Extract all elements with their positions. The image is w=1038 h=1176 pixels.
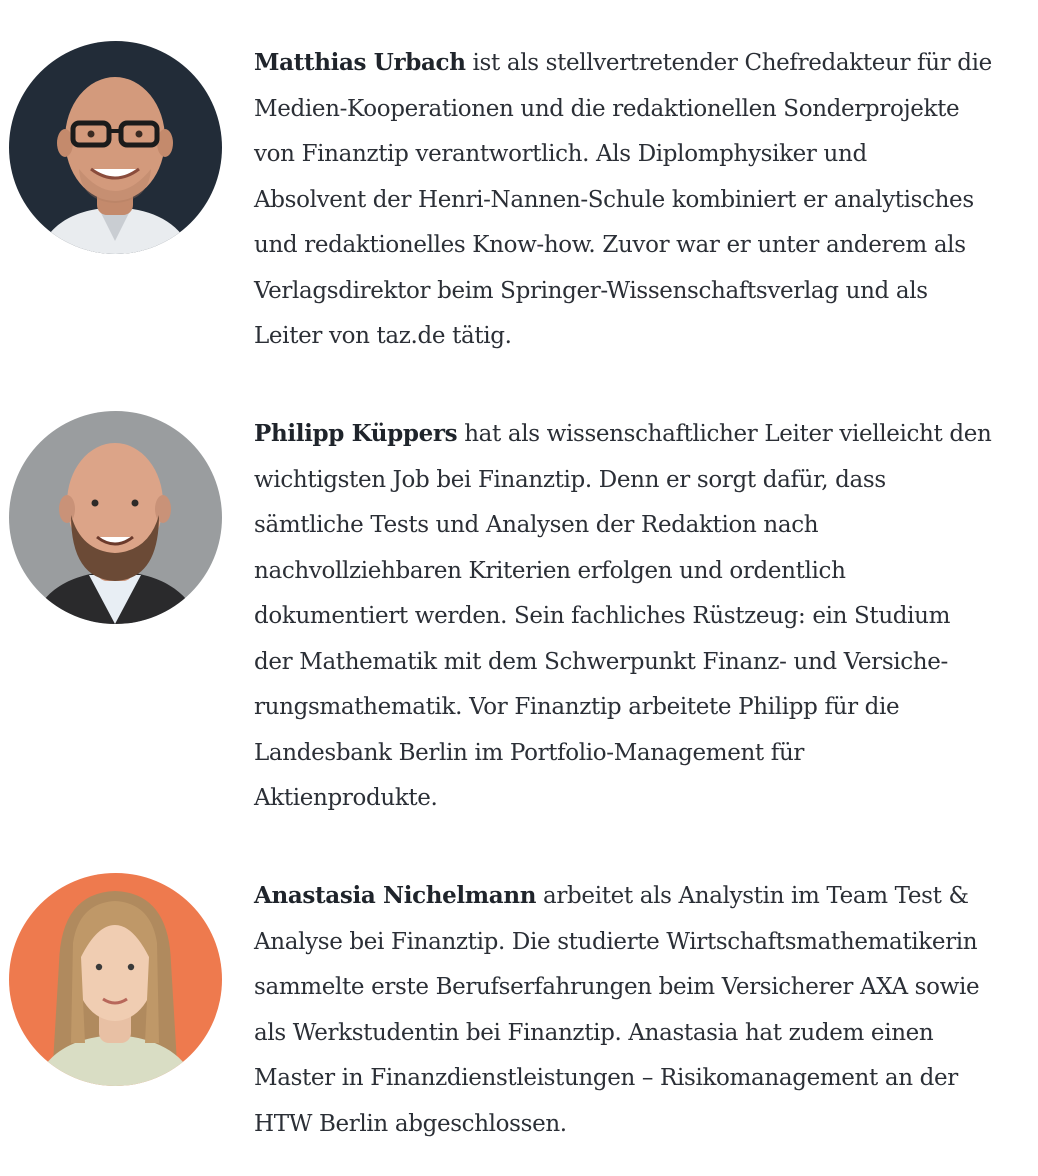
author-name: Philipp Küppers bbox=[254, 420, 458, 447]
bio-line: dokumentiert werden. Sein fachliches Rüstzeug: ein Studium bbox=[254, 603, 951, 629]
author-photo-matthias-urbach bbox=[9, 41, 222, 254]
bio-line: sammelte erste Berufserfahrungen beim Versicherer AXA sowie bbox=[254, 974, 980, 1000]
author-name: Matthias Urbach bbox=[254, 49, 466, 76]
bio-line: der Mathematik mit dem Schwerpunkt Finanz- und Versiche- bbox=[254, 648, 948, 675]
bio-line: Analyse bei Finanztip. Die studierte Wirtschaftsmathematikerin bbox=[254, 928, 978, 955]
portrait-image bbox=[9, 873, 222, 1086]
portrait-image bbox=[9, 411, 222, 624]
bio-line: von Finanztip verantwortlich. Als Diplomphysiker und bbox=[254, 141, 867, 167]
bio-line: wichtigsten Job bei Finanztip. Denn er sorgt dafür, dass bbox=[254, 466, 886, 493]
bio-line: nachvollziehbaren Kriterien erfolgen und ordentlich bbox=[254, 557, 846, 584]
bio-line: Absolvent der Henri-Nannen-Schule kombiniert er analytisches bbox=[254, 186, 974, 213]
bio-line: Aktienprodukte. bbox=[254, 785, 438, 811]
bio-line: hat als wissenschaftlicher Leiter vielleicht den bbox=[457, 421, 992, 447]
author-photo-philipp-kueppers bbox=[9, 411, 222, 624]
bio-line: ist als stellvertretender Chefredakteur für die bbox=[465, 50, 992, 76]
author-bio bbox=[254, 873, 1014, 1147]
bio-line: Medien-Kooperationen und die redaktionellen Sonderprojekte bbox=[254, 95, 960, 122]
bio-line: und redaktionelles Know-how. Zuvor war er unter anderem als bbox=[254, 232, 966, 258]
bio-line: HTW Berlin abgeschlossen. bbox=[254, 1110, 567, 1137]
bio-line: sämtliche Tests und Analysen der Redaktion nach bbox=[254, 512, 819, 538]
bio-line: als Werkstudentin bei Finanztip. Anastasia hat zudem einen bbox=[254, 1019, 934, 1046]
portrait-image bbox=[9, 41, 222, 254]
bio-line: Leiter von taz.de tätig. bbox=[254, 323, 512, 349]
author-photo-anastasia-nichelmann bbox=[9, 873, 222, 1086]
bio-line: Verlagsdirektor beim Springer-Wissenschaftsverlag und als bbox=[254, 277, 928, 304]
bio-line: rungsmathematik. Vor Finanztip arbeitete Philipp für die bbox=[254, 694, 900, 720]
bio-line: arbeitet als Analystin im Team Test & bbox=[536, 883, 969, 909]
bio-line: Master in Finanzdienstleistungen – Risikomanagement an der bbox=[254, 1065, 958, 1091]
author-bio bbox=[254, 40, 1014, 360]
author-name: Anastasia Nichelmann bbox=[254, 882, 537, 909]
bio-line: Landesbank Berlin im Portfolio-Management für bbox=[254, 739, 805, 766]
author-bio bbox=[254, 411, 1014, 822]
